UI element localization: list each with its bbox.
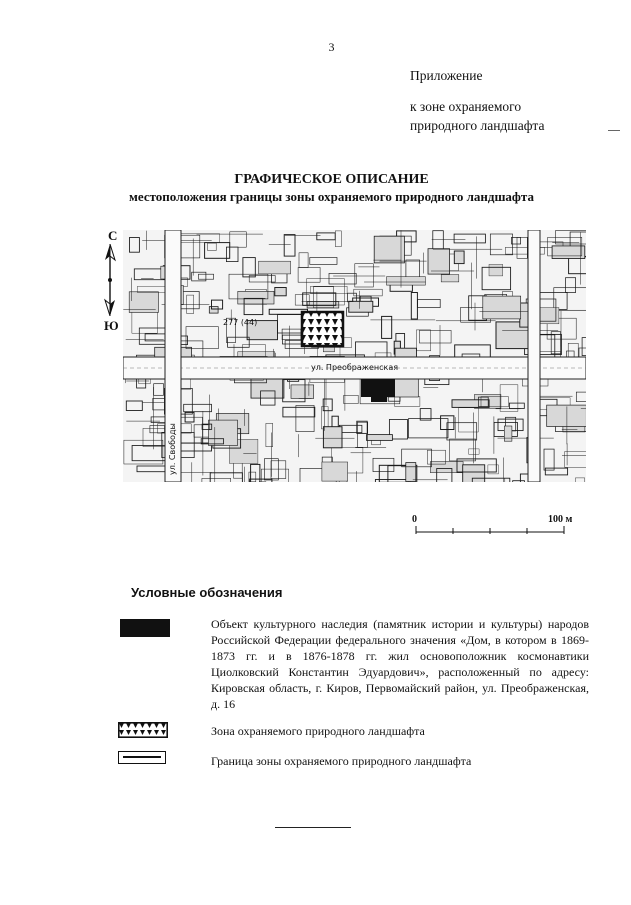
appendix-note [410, 66, 545, 135]
legend-symbol-zone-border [118, 751, 166, 764]
margin-dash [608, 130, 620, 131]
page-title: ГРАФИЧЕСКОЕ ОПИСАНИЕ [234, 172, 429, 187]
legend-item-heritage-object: Объект культурного наследия (памятник истории и культуры) народов Российской Федерации федерального значения «Дом, в котором в 1869-1873 гг. и в 1876-1878 гг. жил основоположник космонавтики Циолковский Константин Эдуардович», расположенный по адресу: Кировская область, г. Киров, Первомайский район, ул. Преображенская, д. 16 [211, 617, 589, 711]
scale-end-label: 100 м [548, 514, 573, 525]
compass-north-label: С [108, 228, 118, 243]
footer-separator [275, 827, 351, 828]
legend-item-protected-zone: Зона охраняемого природного ландшафта [211, 724, 425, 738]
compass-arrow-icon [103, 244, 117, 316]
map-plot-label: 277 (44) [223, 318, 258, 327]
scale-start-label: 0 [412, 514, 417, 525]
appendix-line-3: природного ландшафта [410, 118, 545, 133]
appendix-line-2: к зоне охраняемого [410, 99, 522, 114]
legend-symbol-protected-zone [118, 722, 168, 738]
page-subtitle: местоположения границы зоны охраняемого природного ландшафта [129, 189, 534, 204]
appendix-line-1: Приложение [410, 68, 483, 83]
legend-symbol-heritage-object [120, 619, 170, 637]
map-street-label-main: ул. Преображенская [311, 363, 399, 372]
page-number: 3 [328, 40, 335, 54]
compass-south-label: Ю [104, 318, 119, 333]
map-street-label-side: ул. Свободы [168, 423, 177, 475]
cadastral-map [123, 230, 586, 482]
legend-title: Условные обозначения [131, 585, 283, 600]
legend-item-zone-border: Граница зоны охраняемого природного ландшафта [211, 754, 472, 768]
protected-zone-boundary [302, 312, 343, 346]
